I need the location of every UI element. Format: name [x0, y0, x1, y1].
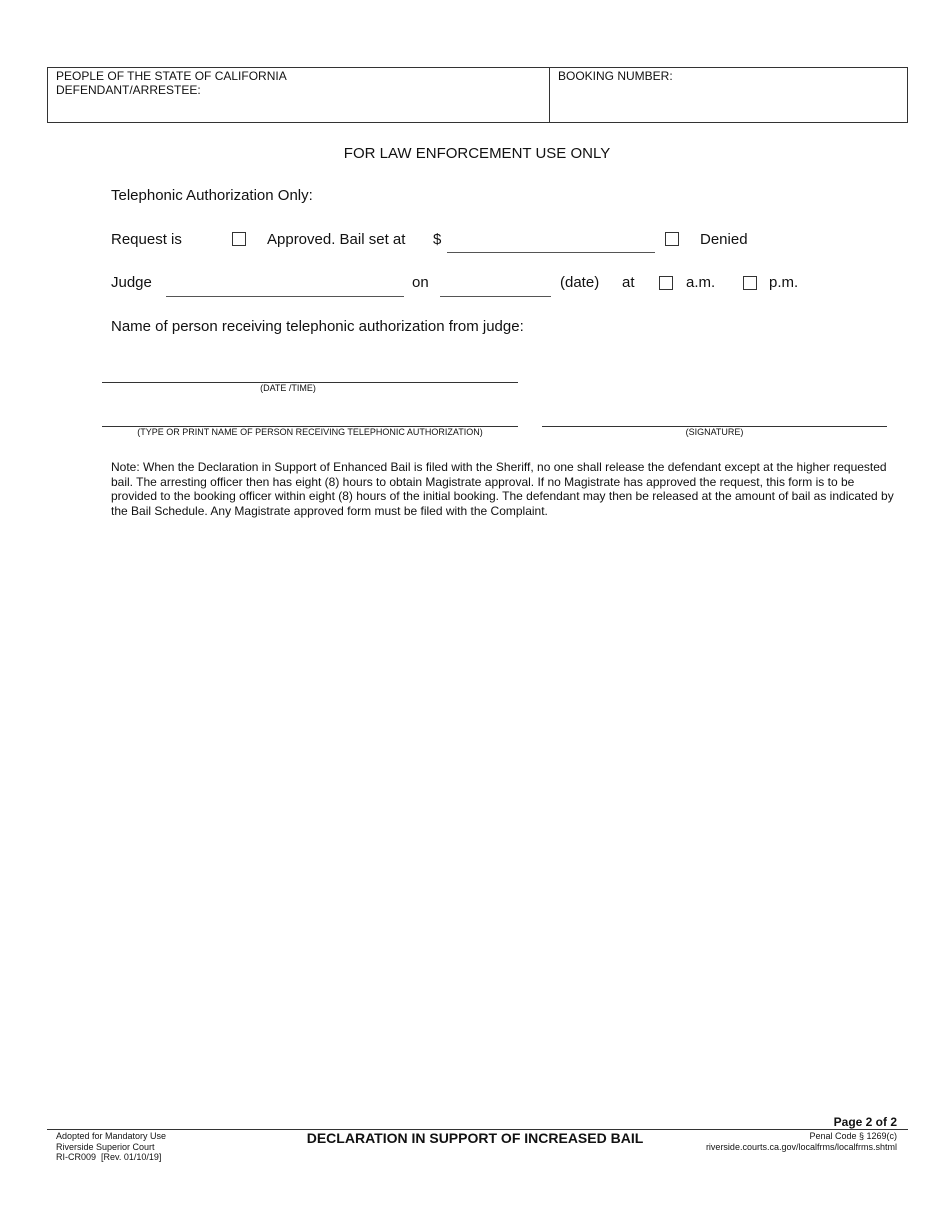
- booking-number-cell[interactable]: [550, 68, 907, 124]
- adopted-text: Adopted for Mandatory Use: [56, 1131, 167, 1141]
- request-is-label: Request is: [111, 231, 182, 248]
- receiver-prompt: Name of person receiving telephonic authorization from judge:: [111, 318, 524, 335]
- on-label: on: [412, 274, 429, 291]
- date-time-caption: (DATE /TIME): [260, 383, 316, 393]
- page-number: Page 2 of 2: [833, 1115, 897, 1129]
- date-field[interactable]: [440, 296, 551, 297]
- approved-label: Approved. Bail set at: [267, 231, 406, 248]
- signature-caption: (SIGNATURE): [685, 427, 744, 437]
- section-title: FOR LAW ENFORCEMENT USE ONLY: [343, 145, 611, 162]
- pm-checkbox[interactable]: [743, 276, 757, 290]
- form-id: RI-CR009 [Rev. 01/10/19]: [56, 1152, 162, 1163]
- denied-label: Denied: [700, 231, 748, 248]
- date-label: (date): [560, 274, 600, 291]
- release-note: Note: When the Declaration in Support of Enhanced Bail is filed with the Sheriff, no one shall release the defendant except at the higher requested bail. The arresting officer then has eight (8) hours to obtain Magistrate approval. If no Magistrate has approved the request, this form is to be provided to the booking officer within eight (8) hours of the initial booking. The defendant may then be released at the amount of bail as indicated by the Bail Schedule. Any Magistrate approved form must be filed with the Complaint.: [111, 460, 894, 518]
- denied-checkbox[interactable]: [665, 232, 679, 246]
- statute-reference: Penal Code § 1269(c): [809, 1131, 897, 1141]
- telephonic-heading: Telephonic Authorization Only:: [111, 187, 313, 204]
- defendant-label: DEFENDANT/ARRESTEE:: [56, 83, 201, 97]
- caption-party-cell[interactable]: [48, 68, 550, 122]
- footer-right-block: [706, 1131, 897, 1152]
- pm-label: p.m.: [769, 274, 799, 291]
- case-caption-box: [47, 67, 908, 123]
- at-label: at: [622, 274, 635, 291]
- receiver-name-caption: (TYPE OR PRINT NAME OF PERSON RECEIVING TELEPHONIC AUTHORIZATION): [137, 427, 483, 437]
- booking-number-label: BOOKING NUMBER:: [558, 69, 673, 83]
- am-checkbox[interactable]: [659, 276, 673, 290]
- judge-name-field[interactable]: [166, 296, 404, 297]
- forms-url[interactable]: riverside.courts.ca.gov/localfrms/localfrms.shtml: [705, 1141, 897, 1152]
- bail-amount-field[interactable]: [447, 252, 655, 253]
- dollar-sign: $: [433, 231, 442, 248]
- judge-label: Judge: [111, 274, 152, 291]
- form-title: DECLARATION IN SUPPORT OF INCREASED BAIL: [306, 1130, 644, 1146]
- approved-checkbox[interactable]: [232, 232, 246, 246]
- am-label: a.m.: [686, 274, 716, 291]
- people-label: PEOPLE OF THE STATE OF CALIFORNIA: [56, 69, 287, 83]
- court-name: Riverside Superior Court: [56, 1141, 155, 1152]
